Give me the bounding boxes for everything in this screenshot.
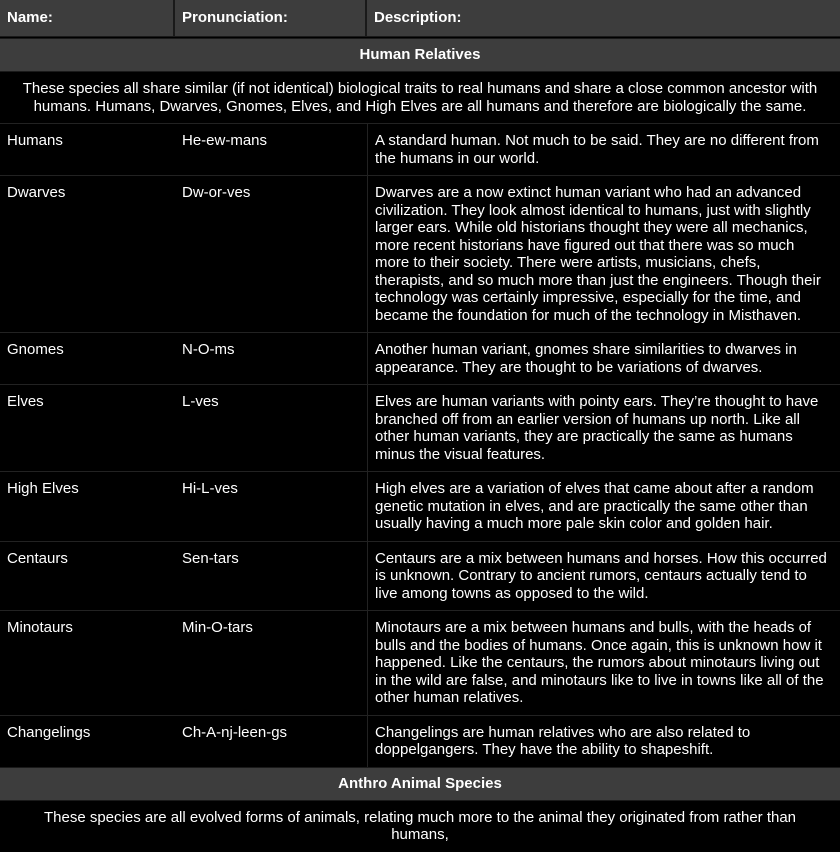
table-row xyxy=(0,175,840,332)
species-name: Dwarves xyxy=(7,184,66,201)
table-row xyxy=(0,715,840,767)
section-intro: These species all share similar (if not identical) biological traits to real humans and share a close common ancestor with humans. Humans, Dwarves, Gnomes, Elves, and High Elves are all humans and therefore are biologically the same. xyxy=(22,80,818,115)
section-title: Anthro Animal Species xyxy=(0,767,840,801)
species-pronunciation: Sen-tars xyxy=(182,549,239,567)
species-description: Dwarves are a now extinct human variant who had an advanced civilization. They look almost identical to humans, just with slightly larger ears. While old historians thought they were all mechanics, more recent historians have figured out that there was so much more to their society. There were artists, musicians, chefs, therapists, and so much more than just the engineers. Though their technology was certainly impressive, especially for the time, and became the foundation for much of the technology in Misthaven. xyxy=(367,176,840,332)
species-pronunciation: N-O-ms xyxy=(182,341,235,358)
table-row xyxy=(0,123,840,175)
species-pronunciation: Hi-L-ves xyxy=(182,480,238,497)
species-pronunciation: Ch-A-nj-leen-gs xyxy=(182,723,288,741)
species-description: Minotaurs are a mix between humans and bulls, with the heads of bulls and the bodies of humans. Once again, this is unknown how it happened. Like the centaurs, the rumors about minotaurs living out in the wild are false, and minotaurs like to live in towns like all of the other human relatives. xyxy=(367,611,840,715)
species-pronunciation: He-ew-mans xyxy=(182,132,268,149)
species-description: High elves are a variation of elves that came about after a random genetic mutation in elves, and are practically the same other than usually having a much more pale skin color and golden hair. xyxy=(367,472,840,541)
species-description: Another human variant, gnomes share similarities to dwarves in appearance. They are thought to be variations of dwarves. xyxy=(367,333,840,384)
table-row xyxy=(0,541,840,611)
species-name: Gnomes xyxy=(7,341,64,358)
table-row xyxy=(0,332,840,384)
header-pronunciation: Pronunciation: xyxy=(175,0,367,36)
species-description: A standard human. Not much to be said. They are no different from the humans in our world. xyxy=(367,124,840,175)
table-header xyxy=(0,0,840,37)
species-name: High Elves xyxy=(7,480,79,497)
section-intro: These species are all evolved forms of animals, relating much more to the animal they originated from rather than humans, xyxy=(43,808,797,843)
species-description: Changelings are human relatives who are also related to doppelgangers. They have the ability to shapeshift. xyxy=(367,716,840,767)
species-name: Humans xyxy=(7,132,63,149)
species-name: Changelings xyxy=(7,723,91,741)
table-row xyxy=(0,610,840,715)
species-description: Centaurs are a mix between humans and horses. How this occurred is unknown. Contrary to ancient rumors, centaurs actually tend to live among towns as opposed to the wild. xyxy=(367,542,840,611)
species-pronunciation: Dw-or-ves xyxy=(182,184,251,201)
species-name: Elves xyxy=(7,393,44,410)
species-pronunciation: L-ves xyxy=(182,393,219,410)
table-row xyxy=(0,471,840,541)
species-name: Minotaurs xyxy=(7,619,73,636)
species-description: Elves are human variants with pointy ears. They’re thought to have branched off from an earlier version of humans up north. Like all other human variants, they are practically the same as humans minus the visual features. xyxy=(367,385,840,471)
header-description: Description: xyxy=(374,9,462,26)
species-pronunciation: Min-O-tars xyxy=(182,619,253,636)
section-title: Human Relatives xyxy=(0,38,840,72)
header-name: Name: xyxy=(0,0,175,36)
table-row xyxy=(0,384,840,471)
species-name: Centaurs xyxy=(7,549,68,567)
